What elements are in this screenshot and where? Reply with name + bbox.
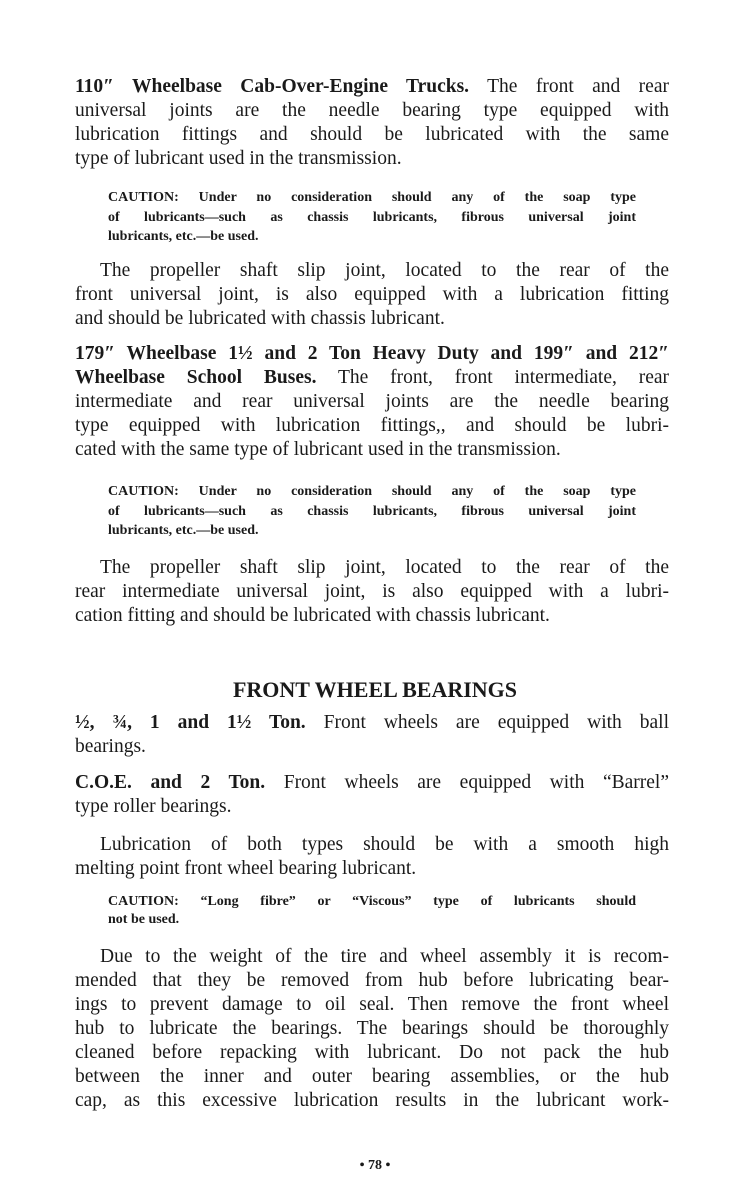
paragraph-wheel-removal xyxy=(75,945,669,1113)
run-in-heading: ½, ¾, 1 and 1½ Ton. xyxy=(75,712,306,733)
text-line: of lubricants—such as chassis lubricants, fibrous universal joint xyxy=(108,209,636,225)
run-in-heading: 110″ Wheelbase Cab-Over-Engine Trucks. xyxy=(75,76,470,97)
text-line: universal joints are the needle bearing type equipped with xyxy=(75,100,669,121)
run-in-heading: Wheelbase School Buses. xyxy=(75,367,317,388)
text-line: cated with the same type of lubricant used in the transmission. xyxy=(75,439,561,460)
text-line: rear intermediate universal joint, is also equipped with a lubri- xyxy=(75,581,669,602)
text-line: The propeller shaft slip joint, located to the rear of the xyxy=(100,260,669,281)
text-line: CAUTION: Under no consideration should any of the soap type xyxy=(108,484,636,499)
text-line: cap, as this excessive lubrication results in the lubricant work- xyxy=(75,1090,669,1111)
text-line: The propeller shaft slip joint, located to the rear of the xyxy=(100,557,669,578)
text-line: between the inner and outer bearing assemblies, or the hub xyxy=(75,1066,669,1087)
text-line: Lubrication of both types should be with a smooth high xyxy=(100,834,669,855)
paragraph-110-wheelbase xyxy=(75,75,669,171)
text-line: and should be lubricated with chassis lubricant. xyxy=(75,308,445,329)
text-line xyxy=(75,75,669,99)
text-line: bearings. xyxy=(75,736,146,757)
text-line: lubricants, etc.—be used. xyxy=(108,523,259,538)
text-line: cleaned before repacking with lubricant. Do not pack the hub xyxy=(75,1042,669,1063)
text: The front, front intermediate, rear xyxy=(316,367,670,388)
caution-note-2 xyxy=(108,482,636,541)
paragraph-coe-2-ton xyxy=(75,771,669,819)
text-line: mended that they be removed from hub before lubricating bear- xyxy=(75,970,669,991)
text-line: of lubricants—such as chassis lubricants, fibrous universal joint xyxy=(108,503,636,519)
text-line: lubrication fittings and should be lubricated with the same xyxy=(75,124,669,145)
run-in-heading: 179″ Wheelbase 1½ and 2 Ton Heavy Duty and 199″ and 212″ xyxy=(75,343,669,364)
paragraph-179-wheelbase xyxy=(75,342,669,462)
text-line: not be used. xyxy=(108,912,180,927)
text: Front wheels are equipped with “Barrel” xyxy=(265,772,669,793)
text: Front wheels are equipped with ball xyxy=(305,712,669,733)
section-heading: FRONT WHEEL BEARINGS xyxy=(232,677,518,702)
text-line: Due to the weight of the tire and wheel assembly it is recom- xyxy=(100,946,669,967)
text-line: cation fitting and should be lubricated with chassis lubricant. xyxy=(75,605,550,626)
paragraph-lubrication xyxy=(75,833,669,881)
run-in-heading: C.O.E. and 2 Ton. xyxy=(75,772,266,793)
text-line: ings to prevent damage to oil seal. Then remove the front wheel xyxy=(75,994,669,1015)
text-line: CAUTION: Under no consideration should any of the soap type xyxy=(108,190,636,205)
caution-note-1 xyxy=(108,188,636,247)
text-line xyxy=(75,771,669,795)
text-line: type of lubricant used in the transmission. xyxy=(75,148,402,169)
caution-note-3 xyxy=(108,893,636,929)
text-line: type roller bearings. xyxy=(75,796,232,817)
paragraph-light-tons xyxy=(75,711,669,759)
text-line: CAUTION: “Long fibre” or “Viscous” type of lubricants should xyxy=(108,894,636,909)
paragraph-slip-joint-front xyxy=(75,259,669,331)
text-line: type equipped with lubrication fittings,, and should be lubri- xyxy=(75,415,669,436)
text: The front and rear xyxy=(469,76,669,97)
text-line: lubricants, etc.—be used. xyxy=(108,229,259,244)
paragraph-slip-joint-rear xyxy=(75,556,669,628)
text-line: hub to lubricate the bearings. The bearings should be thoroughly xyxy=(75,1018,669,1039)
page-number: • 78 • xyxy=(359,1158,391,1173)
text-line: melting point front wheel bearing lubricant. xyxy=(75,858,417,879)
text-line xyxy=(75,366,669,390)
text-line: intermediate and rear universal joints are the needle bearing xyxy=(75,391,669,412)
text-line xyxy=(75,711,669,735)
text-line: front universal joint, is also equipped with a lubrication fitting xyxy=(75,284,669,305)
